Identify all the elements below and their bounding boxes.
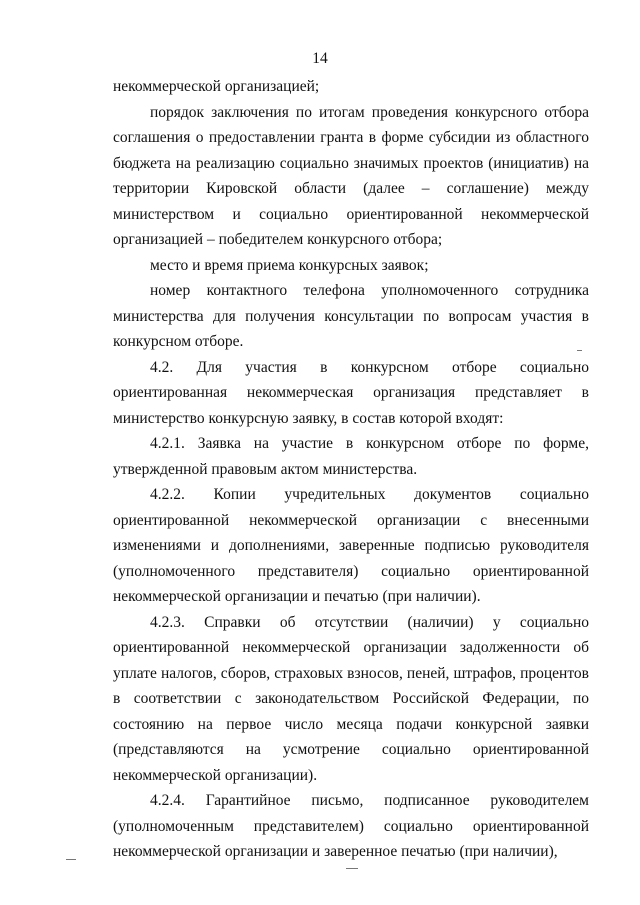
scan-mark xyxy=(346,868,358,869)
paragraph: 4.2.1. Заявка на участие в конкурсном отборе по форме, утвержденной правовым актом министерства. xyxy=(113,435,589,478)
paragraph: 4.2.3. Справки об отсутствии (наличии) у социально ориентированной некоммерческой организации задолженности об уплате налогов, сборов, страховых взносов, пеней, штрафов, процентов в соответствии с законодательством Российской Федерации, по состоянию на первое число месяца подачи конкурсной заявки (представляются на усмотрение социально ориентированной некоммерческой организации). xyxy=(113,613,589,784)
paragraph: место и время приема конкурсных заявок; xyxy=(150,256,429,274)
scan-mark xyxy=(577,350,582,351)
paragraph: порядок заключения по итогам проведения конкурсного отбора соглашения о предоставлении гранта в форме субсидии из областного бюджета на реализацию социально значимых проектов (инициатив) на территории Кировской области (далее – соглашение) между министерством и социально ориентированной некоммерческой организацией – победителем конкурсного отбора; xyxy=(113,103,589,248)
paragraph: 4.2. Для участия в конкурсном отборе социально ориентированная некоммерческая организация представляет в министерство конкурсную заявку, в состав которой входят: xyxy=(113,358,589,427)
paragraph: номер контактного телефона уполномоченного сотрудника министерства для получения консультации по вопросам участия в конкурсном отборе. xyxy=(113,282,589,350)
paragraph: 4.2.4. Гарантийное письмо, подписанное руководителем (уполномоченным представителем) социально ориентированной некоммерческой организации и заверенное печатью (при наличии), xyxy=(113,792,589,860)
scan-mark xyxy=(66,859,76,860)
page-number: 14 xyxy=(312,50,328,67)
body-text xyxy=(113,74,589,865)
paragraph: 4.2.2. Копии учредительных документов социально ориентированной некоммерческой организации с внесенными изменениями и дополнениями, заверенные подписью руководителя (уполномоченного представителя) социально ориентированной некоммерческой организации и печатью (при наличии). xyxy=(113,486,589,605)
paragraph: некоммерческой организацией; xyxy=(113,78,320,95)
